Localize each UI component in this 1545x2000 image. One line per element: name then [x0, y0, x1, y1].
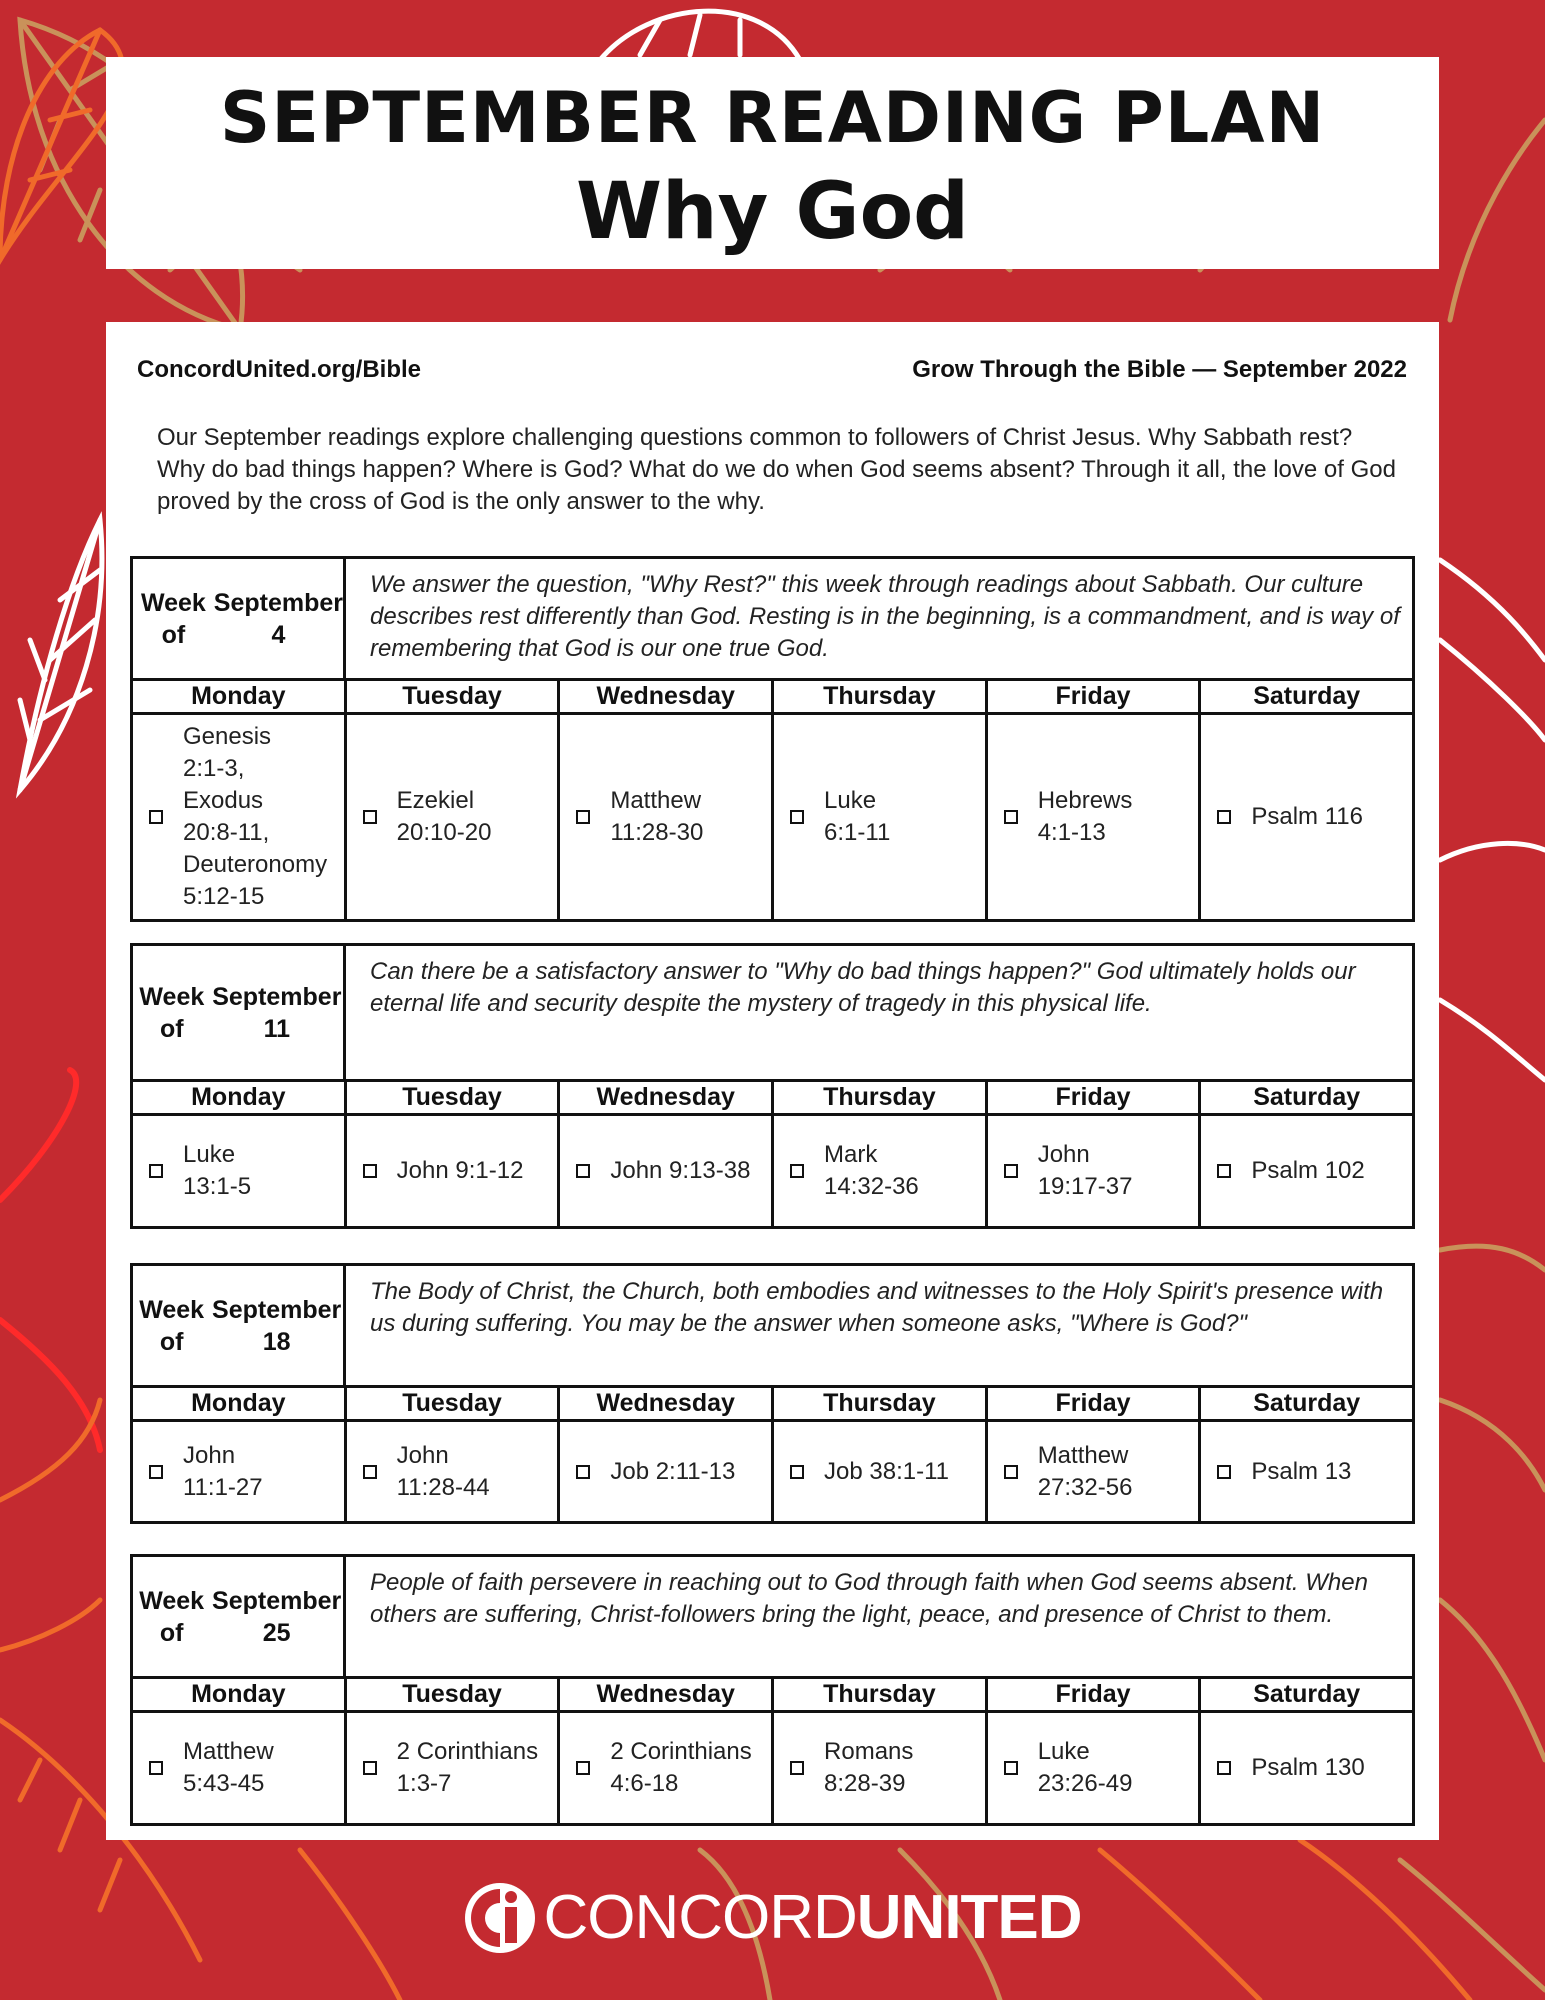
reading-passage [1038, 1736, 1133, 1800]
reading-cell [988, 1713, 1202, 1823]
reading-line: 2:1-3, [183, 755, 245, 782]
day-header-row [133, 1679, 1412, 1713]
reading-line: Exodus [183, 787, 264, 814]
reading-passage [183, 1440, 263, 1504]
day-header: Monday [133, 681, 347, 712]
reading-cell [133, 1116, 347, 1226]
reading-passage [397, 785, 492, 849]
reading-passage [397, 1440, 490, 1504]
reading-line: 2 Corinthians [396, 1738, 539, 1765]
reading-cell [347, 1116, 561, 1226]
reading-cell [347, 715, 561, 919]
reading-line: 4:1-13 [1037, 819, 1106, 846]
reading-line: 13:1-5 [183, 1173, 252, 1200]
week-label-line-1: Week of [139, 1295, 205, 1356]
logo-text-bold: UNITED [856, 1883, 1082, 1952]
week-label-line-2: September 18 [212, 1295, 342, 1356]
leaf-decoration [0, 30, 123, 260]
title-banner [106, 57, 1439, 269]
week-label-line-1: Week of [139, 982, 205, 1043]
reading-checkbox[interactable] [1217, 1164, 1231, 1178]
reading-line: Deuteronomy [183, 851, 328, 878]
reading-checkbox[interactable] [363, 1761, 377, 1775]
intro-paragraph: Our September readings explore challenging questions common to followers of Christ Jesus. Why Sabbath rest? Why do bad things happen? Where is God? What do we do when God seems absent? Through it all, the love of God proved by the cross of God is the only answer to the why. [157, 424, 1396, 515]
reading-line: 4:6-18 [610, 1770, 679, 1797]
reading-passage [1251, 1456, 1351, 1488]
reading-passage [610, 785, 703, 849]
day-header: Thursday [774, 681, 988, 712]
reading-cell [1201, 1116, 1412, 1226]
week-table [130, 1263, 1415, 1524]
reading-line: Psalm 116 [1251, 803, 1363, 830]
reading-cell [988, 1116, 1202, 1226]
reading-checkbox[interactable] [1217, 1761, 1231, 1775]
reading-checkbox[interactable] [1217, 810, 1231, 824]
day-header: Saturday [1253, 1680, 1361, 1708]
reading-passage [397, 1736, 538, 1800]
reading-line: John 9:1-12 [396, 1157, 524, 1184]
reading-line: 14:32-36 [824, 1173, 919, 1200]
day-header: Thursday [774, 1679, 988, 1710]
day-header: Thursday [774, 1082, 988, 1113]
day-header-row [133, 1388, 1412, 1422]
day-header: Saturday [1253, 1083, 1361, 1111]
day-header: Tuesday [347, 1679, 561, 1710]
week-description: Can there be a satisfactory answer to "Why do bad things happen?" God ultimately holds our eternal life and security despite the mystery of tragedy in this physical life. [370, 958, 1356, 1017]
week-header [133, 1557, 1412, 1679]
reading-checkbox[interactable] [1004, 1164, 1018, 1178]
day-header: Tuesday [347, 1082, 561, 1113]
reading-line: 20:10-20 [396, 819, 492, 846]
reading-line: 2 Corinthians [610, 1738, 752, 1765]
reading-line: Psalm 13 [1251, 1457, 1352, 1485]
week-table [130, 556, 1415, 922]
reading-line: 11:28-30 [610, 819, 704, 846]
reading-passage [824, 1736, 913, 1800]
reading-checkbox[interactable] [576, 810, 590, 824]
day-header: Monday [133, 1388, 347, 1419]
reading-passage [1038, 785, 1133, 849]
reading-passage [183, 1139, 251, 1203]
reading-checkbox[interactable] [1004, 1465, 1018, 1479]
reading-cell [347, 1422, 561, 1521]
reading-passage [1038, 1139, 1133, 1203]
day-header-row [133, 681, 1412, 715]
week-description: People of faith persevere in reaching out to God through faith when God seems absent. When others are suffering, Christ-followers bring the light, peace, and presence of Christ to them. [370, 1569, 1368, 1628]
week-table [130, 943, 1415, 1229]
reading-cell [1201, 715, 1412, 919]
reading-line: Matthew [183, 1738, 274, 1765]
reading-passage [1251, 801, 1363, 833]
day-header: Wednesday [560, 1388, 774, 1419]
week-label [133, 1266, 346, 1385]
reading-line: Psalm 130 [1251, 1754, 1365, 1781]
leaf-decoration [600, 11, 800, 60]
week-header [133, 1266, 1412, 1388]
day-header: Saturday [1253, 1389, 1361, 1417]
reading-checkbox[interactable] [363, 1164, 377, 1178]
reading-line: Job 38:1-11 [824, 1457, 949, 1485]
reading-checkbox[interactable] [790, 1465, 804, 1479]
reading-cell [133, 715, 347, 919]
reading-line: 23:26-49 [1037, 1770, 1133, 1797]
reading-cell [133, 1422, 347, 1521]
reading-line: 5:43-45 [183, 1770, 265, 1797]
week-label-line-2: September 11 [212, 982, 342, 1043]
week-header [133, 559, 1412, 681]
day-header: Wednesday [560, 681, 774, 712]
reading-line: 11:1-27 [183, 1473, 263, 1501]
reading-line: John 9:13-38 [610, 1157, 751, 1184]
day-header: Tuesday [347, 1388, 561, 1419]
reading-passage [824, 785, 890, 849]
concord-united-logo [0, 1880, 1545, 1956]
reading-cell [774, 1116, 988, 1226]
reading-line: Mark [824, 1141, 878, 1168]
reading-passage [824, 1139, 919, 1203]
week-description: The Body of Christ, the Church, both embodies and witnesses to the Holy Spirit's presence with us during suffering. You may be the answer when someone asks, "Where is God?" [370, 1278, 1384, 1337]
reading-cell [347, 1713, 561, 1823]
readings-row [133, 1116, 1412, 1226]
reading-cell [560, 1713, 774, 1823]
reading-cell [774, 1422, 988, 1521]
reading-checkbox[interactable] [149, 1465, 163, 1479]
reading-checkbox[interactable] [1004, 810, 1018, 824]
reading-checkbox[interactable] [790, 1761, 804, 1775]
reading-line: 1:3-7 [396, 1770, 452, 1797]
reading-cell [560, 715, 774, 919]
reading-passage [397, 1155, 524, 1187]
reading-checkbox[interactable] [576, 1164, 590, 1178]
logo-icon [463, 1881, 537, 1955]
reading-cell [1201, 1422, 1412, 1521]
reading-line: Ezekiel [396, 787, 475, 814]
page-subtitle: Why God [575, 167, 969, 257]
leaf-decoration [20, 520, 102, 790]
day-header: Monday [133, 1082, 347, 1113]
reading-line: 11:28-44 [396, 1473, 490, 1501]
reading-cell [988, 715, 1202, 919]
reading-line: 20:8-11, [183, 819, 270, 846]
reading-line: 6:1-11 [824, 819, 891, 846]
reading-line: Luke [1037, 1738, 1090, 1765]
week-label-line-1: Week of [140, 588, 206, 649]
reading-line: Job 2:11-13 [610, 1457, 736, 1485]
reading-checkbox[interactable] [363, 810, 377, 824]
week-label [133, 946, 346, 1079]
reading-line: 19:17-37 [1037, 1173, 1133, 1200]
day-header: Wednesday [560, 1082, 774, 1113]
reading-line: Matthew [1037, 1441, 1129, 1469]
week-table [130, 1554, 1415, 1826]
reading-cell [133, 1713, 347, 1823]
reading-passage [610, 1736, 751, 1800]
reading-checkbox[interactable] [363, 1465, 377, 1479]
reading-cell [988, 1422, 1202, 1521]
reading-line: Luke [824, 787, 877, 814]
reading-checkbox[interactable] [149, 1761, 163, 1775]
week-description: We answer the question, "Why Rest?" this week through readings about Sabbath. Our culture describes rest differently than God. Resting is in the beginning, is a commandment, and is way of remembering that God is our one true God. [370, 571, 1400, 662]
reading-line: 5:12-15 [183, 883, 265, 910]
reading-cell [560, 1116, 774, 1226]
reading-passage [1251, 1155, 1364, 1187]
reading-line: Luke [183, 1141, 236, 1168]
reading-plan-panel [106, 322, 1439, 1840]
reading-cell [774, 715, 988, 919]
week-label-line-1: Week of [139, 1586, 205, 1647]
day-header-row [133, 1082, 1412, 1116]
reading-line: Romans [824, 1738, 914, 1765]
day-header: Saturday [1253, 682, 1361, 710]
reading-line: Hebrews [1037, 787, 1133, 814]
reading-line: John [1037, 1141, 1090, 1168]
day-header: Friday [988, 1082, 1202, 1113]
reading-cell [560, 1422, 774, 1521]
week-header [133, 946, 1412, 1082]
reading-passage [183, 1736, 274, 1800]
reading-passage [1251, 1752, 1364, 1784]
readings-row [133, 1422, 1412, 1521]
reading-passage [824, 1456, 949, 1488]
week-label [133, 1557, 346, 1676]
reading-line: 8:28-39 [824, 1770, 906, 1797]
logo-text [543, 1881, 1081, 1955]
reading-checkbox[interactable] [790, 810, 804, 824]
leaf-decoration [1440, 560, 1545, 1080]
day-header: Friday [988, 1679, 1202, 1710]
reading-cell [1201, 1713, 1412, 1823]
day-header: Friday [988, 681, 1202, 712]
reading-checkbox[interactable] [576, 1761, 590, 1775]
leaf-decoration [1440, 1246, 1545, 1760]
leaf-decoration [0, 1070, 100, 1450]
week-label [133, 559, 346, 678]
reading-line: Psalm 102 [1251, 1157, 1365, 1184]
reading-passage [610, 1155, 750, 1187]
week-label-line-2: September 4 [213, 588, 343, 649]
reading-checkbox[interactable] [576, 1465, 590, 1479]
reading-line: 27:32-56 [1037, 1473, 1133, 1501]
reading-line: Genesis [183, 723, 272, 750]
reading-checkbox[interactable] [1004, 1761, 1018, 1775]
reading-passage [183, 721, 327, 913]
day-header: Monday [133, 1679, 347, 1710]
week-label-line-2: September 25 [212, 1586, 342, 1647]
reading-cell [774, 1713, 988, 1823]
website-link[interactable]: ConcordUnited.org/Bible [137, 356, 421, 383]
reading-checkbox[interactable] [1217, 1465, 1231, 1479]
reading-line: John [396, 1441, 449, 1469]
day-header: Thursday [774, 1388, 988, 1419]
reading-checkbox[interactable] [149, 810, 163, 824]
reading-passage [1038, 1440, 1133, 1504]
readings-row [133, 1713, 1412, 1823]
day-header: Wednesday [560, 1679, 774, 1710]
day-header: Tuesday [347, 681, 561, 712]
logo-text-regular: CONCORD [543, 1883, 857, 1952]
reading-line: John [183, 1441, 236, 1469]
page-title: SEPTEMBER READING PLAN [219, 77, 1326, 159]
readings-row [133, 715, 1412, 919]
reading-line: Matthew [610, 787, 702, 814]
series-label: Grow Through the Bible — September 2022 [912, 356, 1407, 383]
reading-checkbox[interactable] [149, 1164, 163, 1178]
reading-passage [610, 1456, 735, 1488]
day-header: Friday [988, 1388, 1202, 1419]
reading-checkbox[interactable] [790, 1164, 804, 1178]
